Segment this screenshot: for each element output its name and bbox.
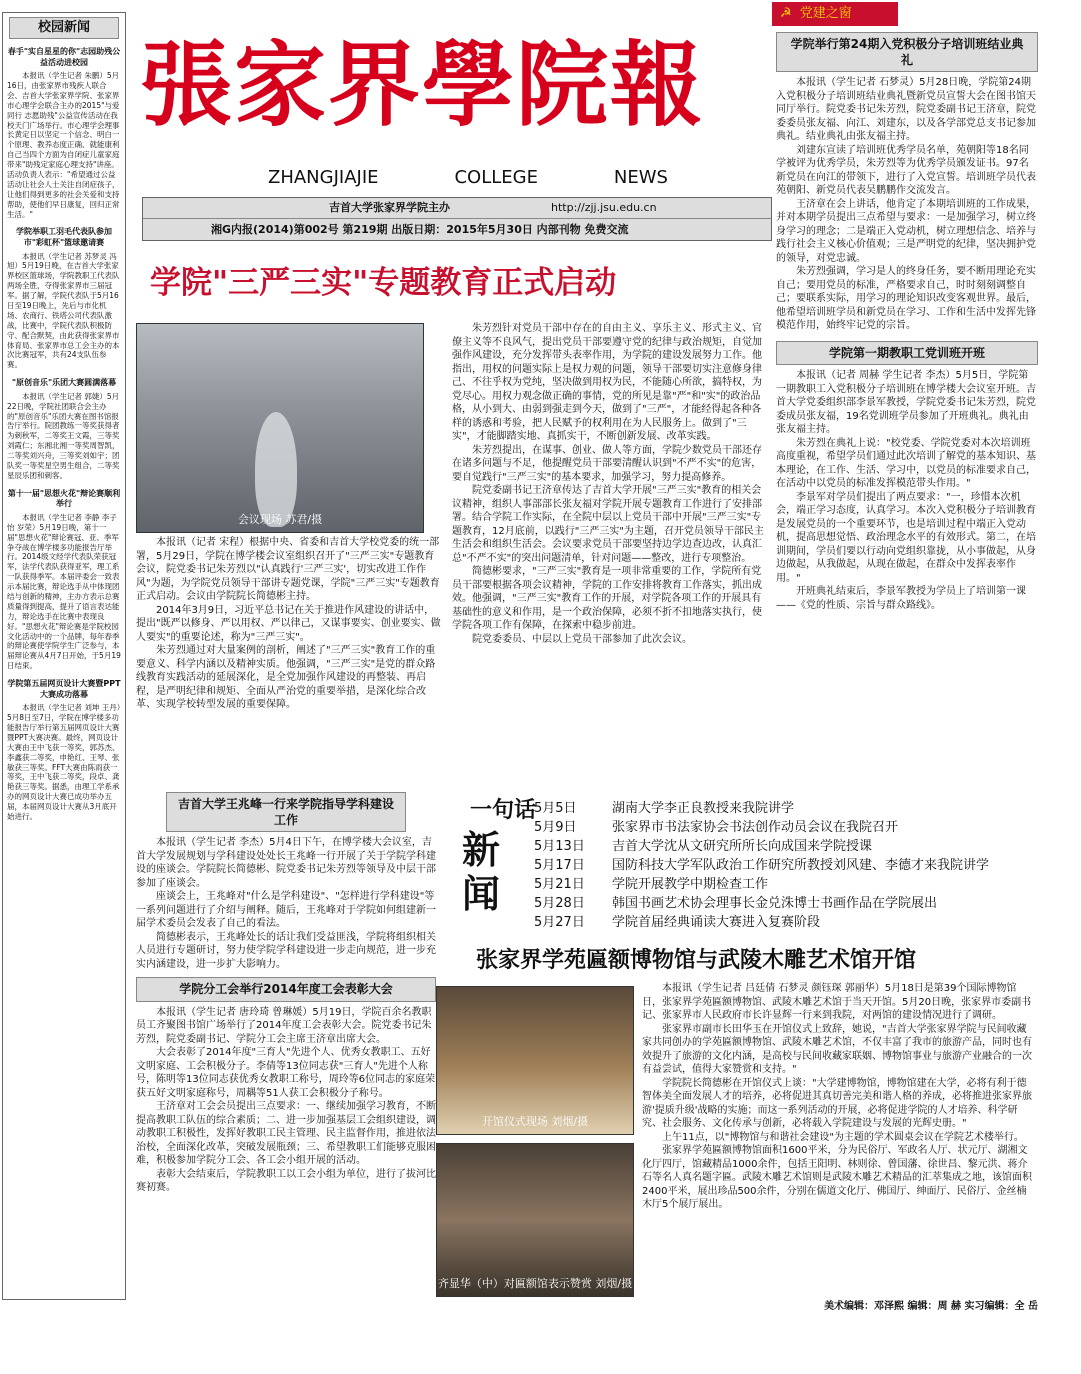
left-column <box>2 12 126 1300</box>
brief-news-date: 5月9日 <box>534 820 577 835</box>
brief-news-text: 湖南大学李正良教授来我院讲学 <box>612 801 795 816</box>
right-article-paragraph: 本报讯（学生记者 石梦灵）5月28日晚，学院第24期入党积极分子培训班结业典礼暨新党员宣誓大会在图书馆天同厅举行。院党委书记朱芳烈，院党委副书记王济章，院党委委员张友福、向江、刘建东，以及各学部党总支书记参加典礼。结业典礼由张友福主持。 <box>776 77 1036 143</box>
hammer-sickle-icon: ☭ <box>780 6 792 21</box>
museum-photo2-caption: 齐显华（中）对匾额馆表示赞赏 刘烟/摄 <box>437 1277 633 1291</box>
party-tag <box>772 2 898 26</box>
museum-article-paragraph: 上午11点，以"博物馆与和谐社会建设"为主题的学术圆桌会议在学院艺术楼举行。 <box>662 1131 1024 1143</box>
left-article-body: 本报讯（学生记者 刘坤 王丹）5月8日至7日，学院在博学楼多功能报告厅举行第五届网页设计大赛暨PPT大赛决赛。最终，网页设计大赛由王中飞获一等奖，郭苏杰、李鑫获二等奖，申艳红、王琴、张敏获三等奖。FFT大赛由陈雨获一等奖，王中飞获二等奖，段卓、龚艳获三等奖。据悉，由理工学系承办的网页设计大赛已成功举办五届，本届网页设计大赛从3月底开始进行。 <box>7 703 121 822</box>
right-article2-body <box>776 369 1038 612</box>
museum-article-body <box>642 982 1034 1212</box>
sponsor-text: 吉首大学张家界学院主办 <box>329 201 450 214</box>
brief-news-item[interactable] <box>534 800 1054 819</box>
left-column-header: 校园新闻 <box>9 17 119 39</box>
main-article-paragraph: 院党委副书记王济章传达了吉首大学开展"三严三实"教育的相关会议精神，组织人事部部长张友福对学院开展专题教育工作进行了安排部署。结合学院工作实际，在全院中层以上党员干部中开展"三严三实"专题教育，12月底前，以践行"三严三实"为主题，召开党员领导干部民主生活会和组织生活会。会议要求党员干部要坚持边学边查边改，认真汇总"不严不实"的突出问题清单，针对问题——整改，进行专项整治。 <box>452 485 764 564</box>
brief-news-item[interactable] <box>534 876 1054 895</box>
main-article-paragraph: 本报讯（记者 宋程）根据中央、省委和吉首大学校党委的统一部署，5月29日，学院在博学楼会议室组织召开了"三严三实"专题教育会议，院党委书记朱芳烈以"认真践行'三严三实'，切实改进工作作风"为题，为学院党员领导干部讲专题党课，学院"三严三实"专题教育正式启动。会议由学院院长简德彬主持。 <box>136 537 440 602</box>
mid-article-paragraph: 大会表彰了2014年度"三育人"先进个人、优秀女教职工、五好文明家庭、工会积极分子。李倩等13位同志获"三育人"先进个人称号，陈明等13位同志获优秀女教职工称号，周玲等6位同志的家庭荣获五好文明家庭称号，周耦等51人获工会积极分子称号。 <box>136 1047 436 1099</box>
left-article-body: 本报讯（学生记者 李静 李子怡 岁荣）5月19日晚，第十一届"思想火花"辩论赛冠、亚、季军争夺战在博学楼多功能报告厅举行。2014级文经学代表队荣获冠军，法学代表队获得亚军，理工系一队获得季军。本届评委会一致表示本届比赛，辩论选手从中体现团结与创新的精神，主办方表示总赛质量得到提高，提升了语言表达能力，辩论选手在比赛中表现良好。"思想火花"辩论赛是学院校园文化活动中的一个品牌，每年春季的辩论赛使学院学生广泛参与，本届辩论赛从4月7日开始，于5月19日结束。 <box>7 512 121 671</box>
brief-news-item[interactable] <box>534 838 1054 857</box>
website-link[interactable]: http://zjj.jsu.edu.cn <box>551 201 657 214</box>
main-article-paragraph: 院党委委员、中层以上党员干部参加了此次会议。 <box>472 633 692 645</box>
left-article-title[interactable]: "原创音乐"乐团大赛圆满落幕 <box>11 378 117 388</box>
left-article-list <box>3 47 125 822</box>
mid-article-paragraph: 本报讯（学生记者 唐玲琦 曾琳媛）5月19日，学院百余名教职员工齐聚图书馆广场举行了2014年度工会表彰大会。院党委书记朱芳烈，院党委副书记、学院分工会主席王济章出席大会。 <box>136 1006 432 1045</box>
mid-article-paragraph: 王济章对工会会员提出三点要求：一、继续加强学习教育，不断提高教职工队伍的综合素质；二、进一步加强基层工会组织建设，调动教职工积极性，发挥好教职工民主管理、民主监督作用，推进依法治校，全面深化改革，突破发展瓶颈；三、希望教职工们能够克服困难，积极参加学院分工会、各工会小组开展的活动。 <box>136 1101 436 1167</box>
brief-news-block <box>444 796 1064 934</box>
editor-credits: 美术编辑：邓泽熙 编辑：周 赫 实习编辑：全 岳 <box>824 1301 1038 1312</box>
left-article-title[interactable]: 春手"实自星星的你"志园助残公益活动进校园 <box>7 47 121 67</box>
left-article-body: 本报讯（学生记者 苏梦灵 冯旭）5月19日晚，在吉首大学张家界校区篮球场，学院教职工代表队两场全胜，夺得张家界市三届冠军。据了解，学院代表队于5月16日至19日晚上，先后与市化机场、农商行、铁塔公司代表队激战，比赛中，学院代表队积极防守、配合默契，由此获得张家界市体育局、张家界市总工会主办的本次比赛冠军，共有24支队伍参赛。 <box>7 251 120 370</box>
museum-article-paragraph: 本报讯（学生记者 吕廷倩 石梦灵 颜钰琛 郭丽华）5月18日是第39个国际博物馆日，张家界学苑匾额博物馆、武陵木雕艺术馆于当天开馆。5月20日晚，张家界市委副书记、张家界市人民政府市长许显辉一行来到我院，对两馆的建设情况进行了调研。 <box>642 983 1032 1021</box>
brief-news-date: 5月21日 <box>534 877 585 892</box>
mid-article1-title: 吉首大学王兆峰一行来学院指导学科建设工作 <box>166 792 406 832</box>
museum-photo-1 <box>436 986 634 1135</box>
mid-left-column <box>136 792 436 1195</box>
main-article-col1 <box>136 536 444 712</box>
right-column <box>776 32 1038 794</box>
brief-news-list <box>534 800 1054 933</box>
main-article-paragraph: 朱芳烈通过对大量案例的剖析，阐述了"三严三实"教育工作的重要意义、科学内涵以及精神实质。他强调，"三严三实"是党的群众路线教育实践活动的延展深化，是全党加强作风建设的再整装、再启程，是严明纪律和规矩、全面从严治党的重要举措，是深化综合改革、实现学校转型发展的重要保障。 <box>136 645 436 710</box>
brief-news-item[interactable] <box>534 857 1054 876</box>
left-article-body: 本报讯（学生记者 郭婕）5月22日晚，学院社团联合会主办的"原创音乐"乐团大赛在图书馆报告厅举行。院团教练一等奖获得者为刺秋军，二等奖王文霞，三等奖刘霞仁；东湘北湘一等奖周智凯，二等奖刘兴舟，三等奖刘如宇；团队奖一等奖星空男生组合，二等奖星辰乐团和刺客。 <box>7 391 120 480</box>
mid-article-paragraph: 表彰大会结束后，学院教职工以工会小组为单位，进行了拔河比赛初赛。 <box>136 1168 436 1194</box>
museum-article-paragraph: 张家界学苑匾额博物馆面积1600平米，分为民俗厅、军政名人厅、状元厅、湖湘文化厅四厅，馆藏精品1000余件，包括王阳明、林则徐、曾国藩、徐世昌、黎元洪、蒋介石等名人真名题字匾。武陵木雕艺术馆则是武陵木雕艺术精品的汇萃集成之地，该馆面积2400平米，展出珍品500余件，分别在儒道文化厅、佛国厅、绅面厅、民俗厅、金丝楠木厅5个展厅展出。 <box>642 1145 1032 1210</box>
masthead-info-bar <box>142 197 772 241</box>
brief-news-date: 5月13日 <box>534 839 585 854</box>
right-article-paragraph: 本报讯（记者 周赫 学生记者 李杰）5月5日，学院第一期教职工入党积极分子培训班在博学楼大会议室开班。吉首大学党委组织部李景军教授，学院党委书记朱芳烈，院党委成员张友福，19名党训班学员参加了开班典礼。典礼由张友福主持。 <box>776 370 1036 436</box>
right-article-paragraph: 李景军对学员们提出了两点要求："一，珍惜本次机会，端正学习态度，认真学习。本次入党积极分子培训教育是发展党员的一个重要环节，也是培训过程中端正入党动机，提高思想觉悟、政治理念水平的有效形式。第二，在培训期间，学员们要以行动向党组织靠拢，从小事做起，从身边做起，从我做起，从现在做起，在群众中发挥表率作用。" <box>776 491 1036 584</box>
party-tag-label: 党建之窗 <box>799 6 852 21</box>
museum-photo-2 <box>436 1143 634 1297</box>
main-article-paragraph: 简德彬要求，"三严三实"教育是一项非常重要的工作，学院所有党员干部要根据各项会议精神，学院的工作安排将教育工作落实，抓出成效。他强调，"三严三实"教育工作的开展，对学院各项工作的开展具有基础性的意义和作用，是一个政治保障，必须不折不扣地落实执行，使学院各项工作有保障，在探索中稳步前进。 <box>452 566 762 631</box>
masthead-title: 張家界學院報 <box>140 31 705 139</box>
brief-news-text: 学院首届经典诵读大赛进入复赛阶段 <box>612 915 821 930</box>
right-article-paragraph: 朱芳烈在典礼上说："校党委、学院党委对本次培训班高度重视，希望学员们通过此次培训了解党的基本知识、基本理论，在工作、生活、学习中，以党员的标准要求自己，在活动中以党员的标准发挥模范带头作用。" <box>776 437 1036 490</box>
brief-news-item[interactable] <box>534 895 1054 914</box>
brief-news-text: 国防科技大学军队政治工作研究所教授刘风建、李德才来我院讲学 <box>612 858 990 873</box>
brief-news-date: 5月5日 <box>534 801 577 816</box>
brief-news-text: 吉首大学沈从文研究所所长向成国来学院授课 <box>612 839 873 854</box>
museum-article-paragraph: 学院院长简德彬在开馆仪式上谈："大学建博物馆，博物馆建在大学，必将有利于德智体美全面发展人才的培养，必将促进其真切善完美和谐人格的养成，必将推进张家界旅游'提质升级'战略的实施；而这一系列活动的开展，必将促进学院的人才培养、科学研究、社会服务、文化传承与创新，必将载入学院建设与发展的光辉史册。" <box>642 1077 1032 1129</box>
brief-news-text: 韩国书画艺术协会理事长金兑洙博士书画作品在学院展出 <box>612 896 938 911</box>
right-article-paragraph: 王济章在会上讲话，他肯定了本期培训班的工作成果，并对本期学员提出三点希望与要求：一是加强学习，树立终身学习的理念；二是端正入党动机，树立理想信念、培养与践行社会主义核心价值观；三是严明党的纪律，坚决拥护党的领导，对党忠诚。 <box>776 198 1036 264</box>
main-article-paragraph: 2014年3月9日，习近平总书记在关于推进作风建设的讲话中，提出"既严以修身、严以用权、严以律己，又谋事要实、创业要实、做人要实"的重要论述，称为"三严三实"。 <box>136 604 441 643</box>
brief-news-text: 学院开展教学中期检查工作 <box>612 877 769 892</box>
left-article-title[interactable]: 学院第五届网页设计大赛暨PPT大赛成功落幕 <box>7 679 121 699</box>
museum-article-paragraph: 张家界市副市长田华玉在开馆仪式上致辞，她说，"吉首大学张家界学院与民间收藏家共同创办的学苑匾额博物馆、武陵木雕艺术馆，不仅丰富了我市的旅游产品，同时也有效提升了旅游的文化内涵，是高校与民间收藏家联姻、博物馆事业与旅游产业融合的一次有益尝试，值得大家赞赏和支持。" <box>642 1023 1032 1075</box>
brief-news-date: 5月17日 <box>534 858 585 873</box>
left-article-title[interactable]: 学院举职工羽毛代表队参加市"彩虹杯"篮球邀请赛 <box>16 227 112 247</box>
brief-news-date: 5月27日 <box>534 915 585 930</box>
right-article1-body <box>776 76 1038 333</box>
mid-article-paragraph: 本报讯（学生记者 李杰）5月4日下午，在博学楼大会议室，吉首大学发展规划与学科建设处处长王兆峰一行开展了关于学院学科建设的座谈会。学院院长简德彬、院党委书记朱芳烈等领导及中层干部参加了座谈会。 <box>136 837 436 889</box>
left-article-title[interactable]: 第十一届"思想火花"辩论赛顺利举行 <box>7 488 121 509</box>
main-photo-caption: 会议现场 苏君/摄 <box>237 513 323 527</box>
brief-news-label-top: 一句话 <box>470 797 537 823</box>
mid-article2-title: 学院分工会举行2014年度工会表彰大会 <box>136 977 436 1001</box>
english-word-1: ZHANGJIAJIE <box>268 167 379 188</box>
brief-news-item[interactable] <box>534 819 1054 838</box>
right-article-paragraph: 刘建东宣读了培训班优秀学员名单，苑朝阳等18名同学被评为优秀学员，朱芳烈等为优秀学员颁发证书。97名新党员在向江的带领下，进行了入党宣誓。培训班学员代表苑朝阳、新党员代表吴鹏鹏作交流发言。 <box>776 144 1036 197</box>
museum-headline: 张家界学苑匾额博物馆与武陵木雕艺术馆开馆 <box>476 948 917 973</box>
right-article1-title: 学院举行第24期入党积极分子培训班结业典礼 <box>776 32 1038 72</box>
masthead-english <box>268 166 668 190</box>
mid-article-paragraph: 座谈会上，王兆峰对"什么是学科建设"、"怎样进行学科建设"等一系列问题进行了介绍与阐释。随后，王兆峰对于学院如何组建新一届学术委员会发表了自己的看法。 <box>136 891 436 930</box>
brief-news-label-big: 新闻 <box>461 828 500 916</box>
main-article-paragraph: 朱芳烈针对党员干部中存在的自由主义、享乐主义、形式主义、官僚主义等不良风气，提出党员干部要遵守党的纪律与政治规矩，自觉加强作风建设，充分发挥带头表率作用，为学院的建设发展努力工作。他指出，用权的问题实际上是权力观的问题，领导干部要切实注意修身律己、不往乎权为党纯，坚决做到用权为民，不能随心所欲，搞特权，为党尽心。用权力观念做正确的事情，党的所见是靠"严"和"实"的政治品格，从小到大、由弱到强走到今天，做到了"三严"，才能经得起各种各样的诱惑和考验，把人民赋予的权利用在为人民服务上。做到了"三实"，才能脚踏实地、真抓实干，不断创新发展、改革实践。 <box>452 323 762 442</box>
main-article-col2 <box>452 322 768 646</box>
main-article-paragraph: 朱芳烈提出，在谋事、创业、做人等方面，学院少数党员干部还存在诸多问题与不足，他提醒党员干部要清醒认识到"不严不实"的危害，要自觉践行"三严三实"的基本要求，加强学习，努力提高修养。 <box>452 444 762 483</box>
conference-table-shape <box>255 412 297 527</box>
main-photo <box>136 323 424 533</box>
right-article-paragraph: 开班典礼结束后，李景军教授为学员上了培训第一课——《党的性质、宗旨与群众路线》。 <box>776 586 1026 611</box>
english-word-3: NEWS <box>613 167 668 188</box>
brief-news-item[interactable] <box>534 914 1054 933</box>
mid-article2-body <box>136 1006 436 1195</box>
museum-photo1-caption: 开馆仪式现场 刘烟/摄 <box>481 1115 589 1129</box>
brief-news-text: 张家界市书法家协会书法创作动员会议在我院召开 <box>612 820 899 835</box>
left-article-body: 本报讯（学生记者 朱鹏）5月16日，由张家界市残疾人联合会、吉首大学张家界学院、张家界市心理学会联合主办的2015"与爱同行 志愿助残"公益宣传活动在我校天门广场举行。市心理学会理事长黄定日以坚定一个信念、明白一个原理、教养态度正确、就能康利自己当四个方面为自闭症儿童家庭带来"助残定家庭心理支持"讲座。活动负责人表示："希望通过公益活动让社会人士关注自闭症孩子，让他们得到更多的社会关爱和支持帮助，使他们早日康复，回归正常生活。" <box>7 71 120 219</box>
brief-news-date: 5月28日 <box>534 896 585 911</box>
mid-article1-body <box>136 836 436 971</box>
issue-info: 湘G内报(2014)第002号 第219期 出版日期：2015年5月30日 内部刊物 免费交流 <box>211 223 629 236</box>
english-word-2: COLLEGE <box>454 167 538 188</box>
main-headline: 学院"三严三实"专题教育正式启动 <box>150 265 617 301</box>
right-article-paragraph: 朱芳烈强调，学习是人的终身任务，要不断用理论充实自己；要用党员的标准，严格要求自己，时时刻刻调整自己；要联系实际，用学习的理论知识改变客观世界。最后，他希望培训班学员和新党员在学习、工作和生活中发挥先锋模范作用，始终牢记党的宗旨。 <box>776 266 1036 332</box>
right-article2-title: 学院第一期教职工党训班开班 <box>776 341 1038 365</box>
mid-article-paragraph: 简德彬表示，王兆峰处长的话让我们受益匪浅，学院将组织相关人员进行专题研讨，努力使学院学科建设进一步走向规范，进一步充实内涵建设，进一步扩大影响力。 <box>136 931 436 970</box>
